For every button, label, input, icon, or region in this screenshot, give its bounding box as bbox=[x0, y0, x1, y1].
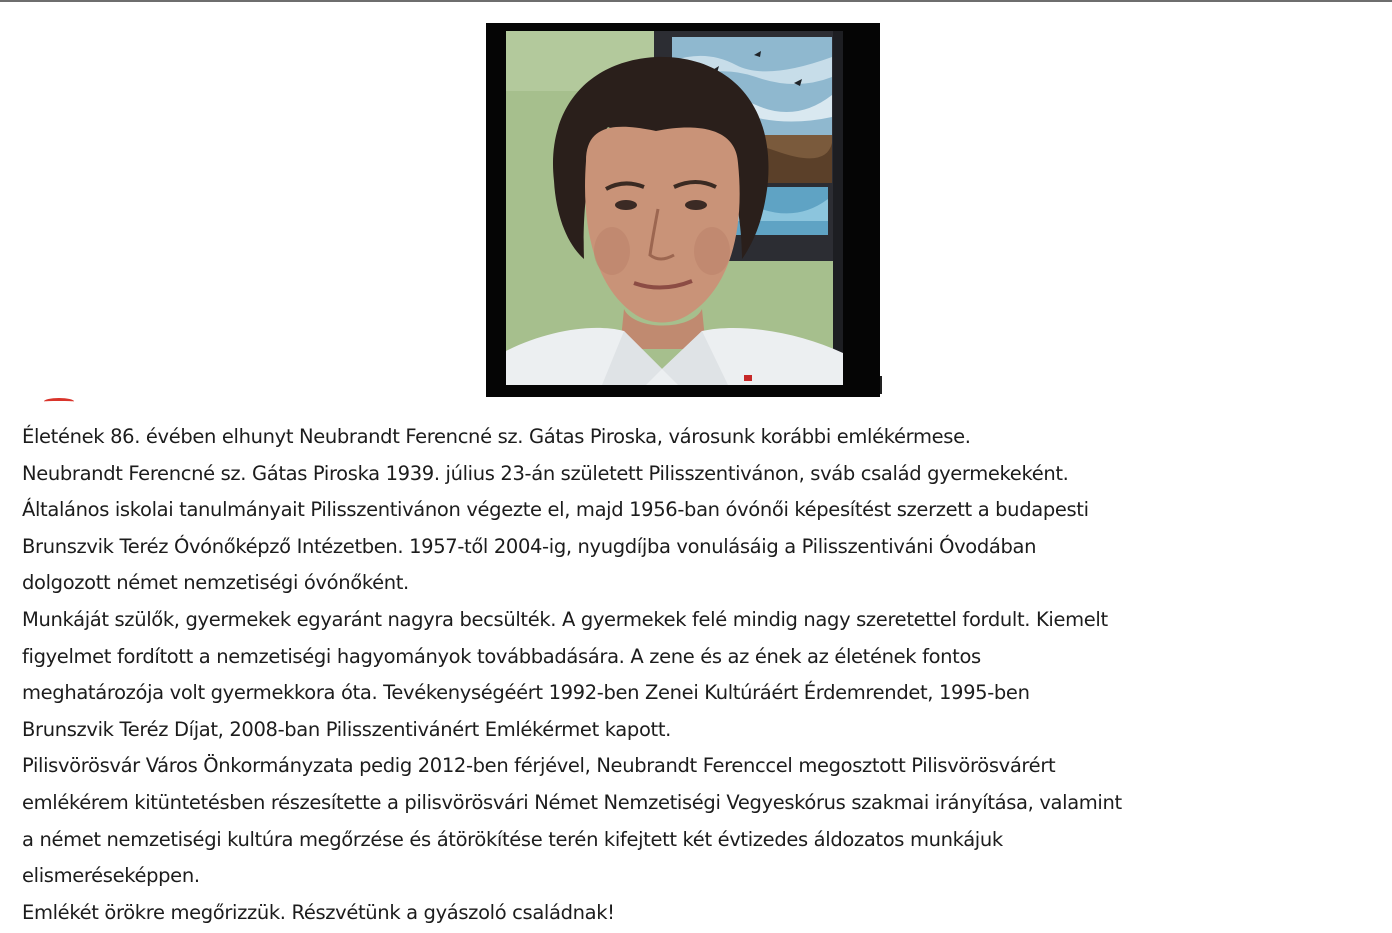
article-line: Brunszvik Teréz Díjat, 2008-ban Pilisszentivánért Emlékérmet kapott. bbox=[22, 717, 671, 741]
portrait-frame bbox=[486, 23, 880, 397]
article-line: Általános iskolai tanulmányait Pilisszentivánon végezte el, majd 1956-ban óvónői képesítést szerzett a budapesti bbox=[22, 498, 1089, 522]
article-line: dolgozott német nemzetiségi óvónőként. bbox=[22, 571, 409, 595]
article-line: figyelmet fordított a nemzetiségi hagyományok továbbadására. A zene és az ének az életének fontos bbox=[22, 644, 981, 668]
portrait-photo bbox=[506, 31, 843, 385]
obituary-article bbox=[22, 419, 1387, 931]
article-line: meghatározója volt gyermekkora óta. Tevékenységéért 1992-ben Zenei Kultúráért Érdemrendet, 1995-ben bbox=[22, 681, 1030, 705]
article-line: Életének 86. évében elhunyt Neubrandt Ferencné sz. Gátas Piroska, városunk korábbi emlékérmese. bbox=[22, 425, 971, 448]
article-line: Pilisvörösvár Város Önkormányzata pedig 2012-ben férjével, Neubrandt Ferenccel megosztott Pilisvörösvárért bbox=[22, 754, 1056, 778]
decorative-red-mark bbox=[44, 398, 74, 405]
frame-edge-mark bbox=[880, 376, 882, 394]
article-line: a német nemzetiségi kultúra megőrzése és átörökítése terén kifejtett két évtizedes áldozatos munkájuk bbox=[22, 827, 1003, 851]
top-border bbox=[0, 0, 1392, 2]
article-line: Munkáját szülők, gyermekek egyaránt nagyra becsülték. A gyermekek felé mindig nagy szeretettel fordult. Kiemelt bbox=[22, 607, 1108, 631]
article-line: elismeréseképpen. bbox=[22, 864, 200, 888]
article-line: Brunszvik Teréz Óvónőképző Intézetben. 1957-től 2004-ig, nyugdíjba vonulásáig a Pilisszentiváni Óvodában bbox=[22, 534, 1037, 558]
article-line: Emlékét örökre megőrizzük. Részvétünk a gyászoló családnak! bbox=[22, 900, 615, 924]
article-line: Neubrandt Ferencné sz. Gátas Piroska 1939. július 23-án született Pilisszentivánon, sváb család gyermekeként. bbox=[22, 461, 1069, 485]
article-line: emlékérem kitüntetésben részesítette a pilisvörösvári Német Nemzetiségi Vegyeskórus szakmai irányítása, valamint bbox=[22, 790, 1122, 814]
